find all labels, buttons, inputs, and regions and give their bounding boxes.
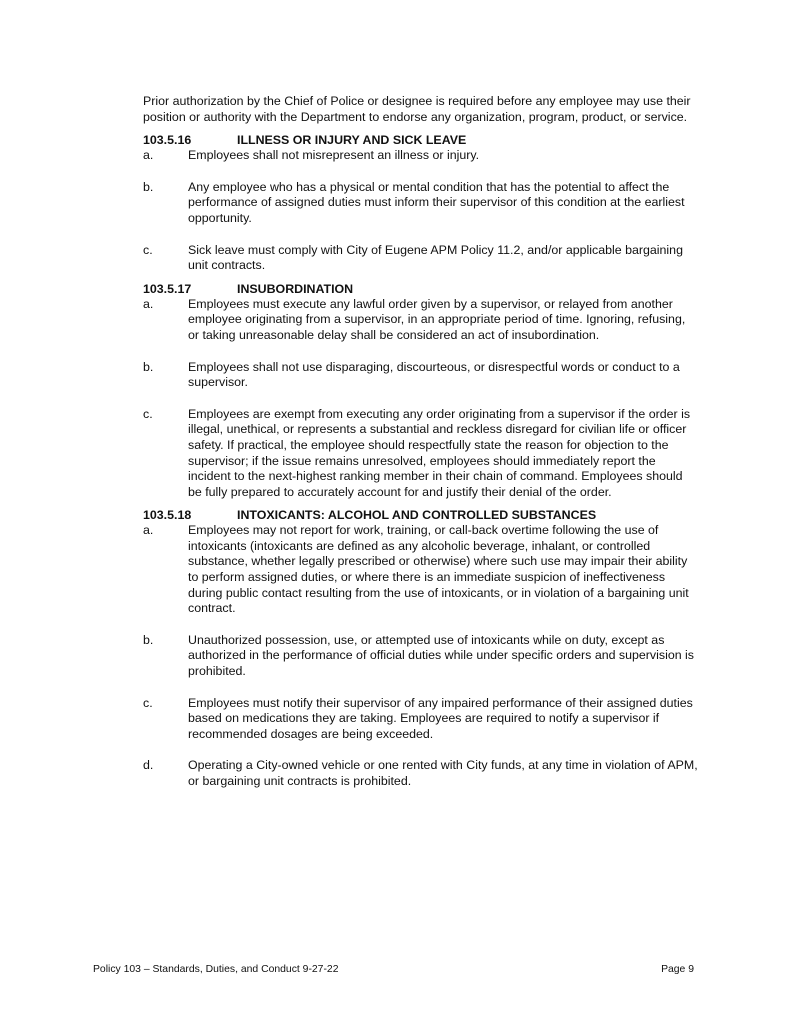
section-number: 103.5.16 xyxy=(143,133,192,148)
item-text: Employees are exempt from executing any order originating from a supervisor if the order is illegal, unethical, or represents a substantial and reckless disregard for civilian life or officer safety. If practical, the employee should respectfully state the reason for objection to the supervisor; if the issue remains unresolved, employees should immediately report the incident to the next-highest ranking member in their chain of command. Employees should be fully prepared to accurately account for and justify their denial of the order. xyxy=(188,406,691,499)
item-marker: c. xyxy=(143,406,153,421)
section-intoxicants xyxy=(143,508,699,789)
list-item xyxy=(143,758,699,789)
page-number: Page 9 xyxy=(661,964,694,975)
list-item xyxy=(143,407,699,501)
list-item xyxy=(143,523,699,617)
item-marker: a. xyxy=(143,296,154,311)
item-marker: d. xyxy=(143,758,154,773)
item-marker: a. xyxy=(143,148,154,163)
list-item xyxy=(143,297,699,344)
list-item xyxy=(143,180,699,227)
section-number: 103.5.17 xyxy=(143,281,192,296)
section-heading xyxy=(143,133,699,148)
list-item xyxy=(143,633,699,680)
section-illness-injury-sick-leave xyxy=(143,133,699,274)
section-title: INSUBORDINATION xyxy=(237,281,354,296)
item-marker: b. xyxy=(143,359,154,374)
section-insubordination xyxy=(143,282,699,501)
section-title: ILLNESS OR INJURY AND SICK LEAVE xyxy=(237,133,467,148)
item-text: Unauthorized possession, use, or attempted use of intoxicants while on duty, except as authorized in the performance of official duties while under specific orders and supervision is prohibited. xyxy=(188,632,694,679)
item-text: Operating a City-owned vehicle or one rented with City funds, at any time in violation of APM, or bargaining unit contracts is prohibited. xyxy=(188,758,698,788)
section-title: INTOXICANTS: ALCOHOL AND CONTROLLED SUBSTANCES xyxy=(237,508,597,523)
item-text: Employees must execute any lawful order given by a supervisor, or relayed from another employee originating from a supervisor, in an appropriate period of time. Ignoring, refusing, or taking unreasonable delay shall be considered an act of insubordination. xyxy=(188,296,686,342)
footer-document-title: Policy 103 – Standards, Duties, and Conduct 9-27-22 xyxy=(93,964,339,975)
item-marker: b. xyxy=(143,179,154,194)
item-text: Any employee who has a physical or mental condition that has the potential to affect the performance of assigned duties must inform their supervisor of this condition at the earliest opportunity. xyxy=(188,179,685,225)
section-number: 103.5.18 xyxy=(143,508,192,523)
item-text: Sick leave must comply with City of Eugene APM Policy 11.2, and/or applicable bargaining unit contracts. xyxy=(188,242,683,273)
item-text: Employees shall not misrepresent an illness or injury. xyxy=(188,148,480,163)
item-marker: b. xyxy=(143,632,154,647)
item-text: Employees may not report for work, training, or call-back overtime following the use of intoxicants (intoxicants are defined as any alcoholic beverage, inhalant, or controlled substance, whether legally prescribed or otherwise) where such use may impair their ability to perform assigned duties, or where there is an immediate suspicion of ineffectiveness during public contact resulting from the use of intoxicants, or in violation of a bargaining unit contract. xyxy=(188,523,689,616)
intro-paragraph: Prior authorization by the Chief of Police or designee is required before any employee may use their position or authority with the Department to endorse any organization, program, product, or service. xyxy=(143,94,691,124)
list-item xyxy=(143,148,699,164)
item-text: Employees shall not use disparaging, discourteous, or disrespectful words or conduct to a supervisor. xyxy=(188,359,680,390)
section-heading xyxy=(143,508,699,523)
section-heading xyxy=(143,282,699,297)
item-text: Employees must notify their supervisor of any impaired performance of their assigned duties based on medications they are taking. Employees are required to notify a supervisor if recommended dosages are being exceeded. xyxy=(188,695,693,741)
list-item xyxy=(143,360,699,391)
item-marker: a. xyxy=(143,523,154,538)
list-item xyxy=(143,696,699,743)
page-content xyxy=(143,94,699,798)
list-item xyxy=(143,243,699,274)
item-marker: c. xyxy=(143,695,153,710)
item-marker: c. xyxy=(143,242,153,257)
page-footer xyxy=(93,963,694,976)
